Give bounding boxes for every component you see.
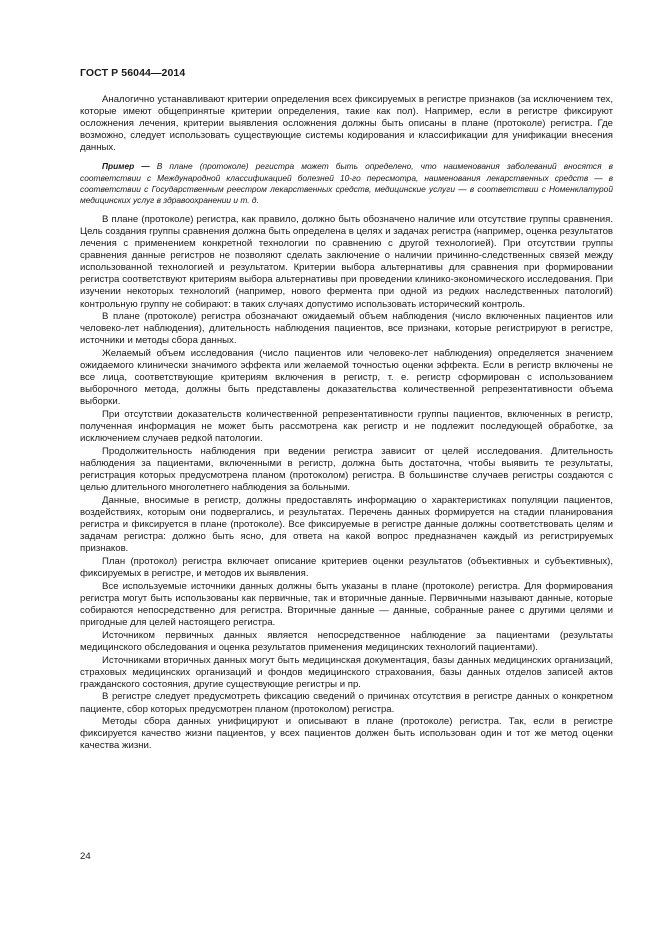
example-lead: Пример —: [102, 161, 150, 172]
paragraph: План (протокол) регистра включает описание критериев оценки результатов (объективных и субъективных), фиксируемых в регистре, и методов их выявления.: [80, 556, 613, 580]
paragraph: При отсутствии доказательств количественной репрезентативности группы пациентов, включенных в регистр, полученная информация не может быть рассмотрена как регистр и не подлежит последующей обработке, за исключением случаев редкой патологии.: [80, 409, 613, 445]
paragraph: Желаемый объем исследования (число пациентов или человеко-лет наблюдения) определяется значением ожидаемого клинически значимого эффекта или желаемой точностью оценки эффекта. Если в регистр включены не все лица, соответствующие критериям включения в регистр, т. е. регистр сформирован с использованием выборочного метода, должны быть представлены доказательства количественной репрезентативности объема выборки.: [80, 348, 613, 408]
paragraph: Источниками вторичных данных могут быть медицинская документация, базы данных медицинских организаций, страховых медицинских организаций и фондов медицинского страхования, базы данных отделов записей актов гражданского состояния, другие существующие регистры и пр.: [80, 654, 613, 690]
paragraph: В плане (протоколе) регистра обозначают ожидаемый объем наблюдения (число включенных пациентов или человеко-лет наблюдения), длительность наблюдения пациентов, все признаки, которые регистрируют в регистре, источники и методы сбора данных.: [80, 311, 613, 347]
paragraph: Все используемые источники данных должны быть указаны в плане (протоколе) регистра. Для формирования регистра могут быть использованы как первичные, так и вторичные данные. Первичными называют данные, которые собираются непосредственно для регистра. Вторичные данные — данные, собранные ранее с другими целями и пригодные для целей настоящего регистра.: [80, 580, 613, 629]
example-text: В плане (протоколе) регистра может быть определено, что наименования заболеваний вносятся в соответствии с Международной классификацией болезней 10-го пересмотра, наименования лекарственных средств — в соответствии с Государственным реестром лекарственных средств, медицинские услуги — в соответствии с Номенклатурой медицинских услуг в здравоохранении и т. д.: [80, 161, 613, 205]
example-note: [80, 161, 613, 205]
paragraph: Источником первичных данных является непосредственное наблюдение за пациентами (результаты медицинского обследования и оценка результатов применения медицинских технологий пациентами).: [80, 629, 613, 653]
paragraph: Методы сбора данных унифицируют и описывают в плане (протоколе) регистра. Так, если в регистре фиксируется качество жизни пациентов, у всех пациентов должен быть использован один и тот же метод оценки качества жизни.: [80, 716, 613, 752]
paragraph: Аналогично устанавливают критерии определения всех фиксируемых в регистре признаков (за исключением тех, которые имеют общепринятые критерии определения, такие как пол). Например, если в регистре фиксируют осложнения лечения, критерии выявления осложнения должны быть описаны в плане (протоколе) регистра. Где возможно, следует использовать существующие системы кодирования и классификации для унификации внесения данных.: [80, 94, 613, 154]
paragraph: В регистре следует предусмотреть фиксацию сведений о причинах отсутствия в регистре данных о конкретном пациенте, сбор которых предусмотрен планом (протоколом) регистра.: [80, 691, 613, 715]
page-number: 24: [80, 851, 91, 862]
standard-designation: ГОСТ Р 56044—2014: [80, 67, 186, 79]
paragraph: В плане (протоколе) регистра, как правило, должно быть обозначено наличие или отсутствие группы сравнения. Цель создания группы сравнения должна быть определена в целях и задачах регистра (например, оценка результатов лечения с применением конкретной технологии по сравнению с другой технологией). При отсутствии группы сравнения данные регистров не позволяют сделать заключение о наличии причинно-следственных связей между использованной технологией и результатом. Критерии выбора альтернативы для сравнения при формировании регистра соответствуют критериям выбора альтернативы при проведении клинико-экономического исследования. При изучении некоторых технологий (например, нового фермента при одной из редких наследственных патологий) контрольную группу не собирают: в таких случаях допустимо использовать исторический контроль.: [80, 213, 613, 310]
paragraph: Данные, вносимые в регистр, должны предоставлять информацию о характеристиках популяции пациентов, воздействиях, которым они подвергались, и результатах. Перечень данных формируется на стадии планирования регистра и фиксируется в плане (протоколе). Все фиксируемые в регистре данные должны соответствовать целям и задачам регистра: должно быть ясно, для ответа на какой вопрос предназначен каждый из регистрируемых признаков.: [80, 494, 613, 555]
body-text: [80, 94, 613, 753]
paragraph: Продолжительность наблюдения при ведении регистра зависит от целей исследования. Длительность наблюдения за пациентами, включенными в регистр, должна быть достаточна, чтобы выявить те результаты, регистрация которых предусмотрена планом (протоколом) регистра. В большинстве случаев регистры создаются с целью длительного многолетнего наблюдения за больными.: [80, 446, 613, 494]
